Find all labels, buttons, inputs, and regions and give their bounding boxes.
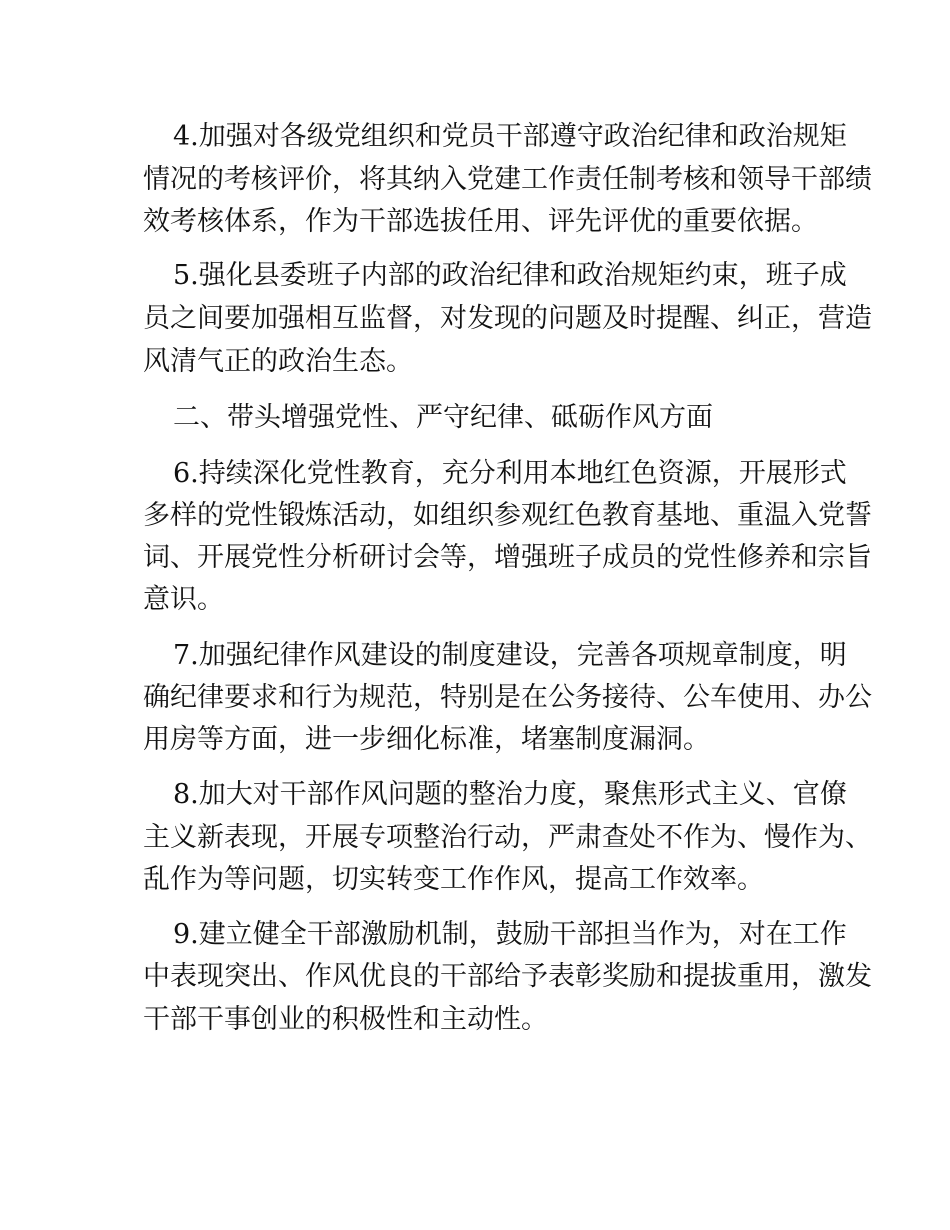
- paragraph-line: 情况的考核评价，将其纳入党建工作责任制考核和领导干部绩: [143, 164, 872, 195]
- section-heading: 二、带头增强党性、严守纪律、砥砺作风方面: [173, 402, 713, 433]
- paragraph-line: 中表现突出、作风优良的干部给予表彰奖励和提拔重用，激发: [143, 961, 872, 992]
- paragraph-line: 干部干事创业的积极性和主动性。: [143, 1004, 548, 1035]
- paragraph-line: 多样的党性锻炼活动，如组织参观红色教育基地、重温入党誓: [143, 500, 872, 531]
- paragraph-line: 7.加强纪律作风建设的制度建设，完善各项规章制度，明: [173, 640, 847, 671]
- paragraph-line: 8.加大对干部作风问题的整治力度，聚焦形式主义、官僚: [173, 779, 847, 810]
- paragraph-line: 效考核体系，作为干部选拔任用、评先评优的重要依据。: [143, 206, 818, 237]
- paragraph-line: 意识。: [143, 584, 224, 615]
- paragraph-line: 乱作为等问题，切实转变工作作风，提高工作效率。: [143, 864, 764, 895]
- paragraph-line: 4.加强对各级党组织和党员干部遵守政治纪律和政治规矩: [173, 121, 847, 152]
- paragraph-line: 9.建立健全干部激励机制，鼓励干部担当作为，对在工作: [173, 919, 847, 950]
- paragraph-line: 员之间要加强相互监督，对发现的问题及时提醒、纠正，营造: [143, 303, 872, 334]
- paragraph-line: 确纪律要求和行为规范，特别是在公务接待、公车使用、办公: [143, 682, 872, 713]
- paragraph-line: 用房等方面，进一步细化标准，堵塞制度漏洞。: [143, 724, 710, 755]
- paragraph-line: 主义新表现，开展专项整治行动，严肃查处不作为、慢作为、: [143, 822, 872, 853]
- paragraph-line: 风清气正的政治生态。: [143, 346, 413, 377]
- paragraph-line: 词、开展党性分析研讨会等，增强班子成员的党性修养和宗旨: [143, 542, 872, 573]
- paragraph-line: 5.强化县委班子内部的政治纪律和政治规矩约束，班子成: [173, 260, 847, 291]
- paragraph-line: 6.持续深化党性教育，充分利用本地红色资源，开展形式: [173, 458, 847, 489]
